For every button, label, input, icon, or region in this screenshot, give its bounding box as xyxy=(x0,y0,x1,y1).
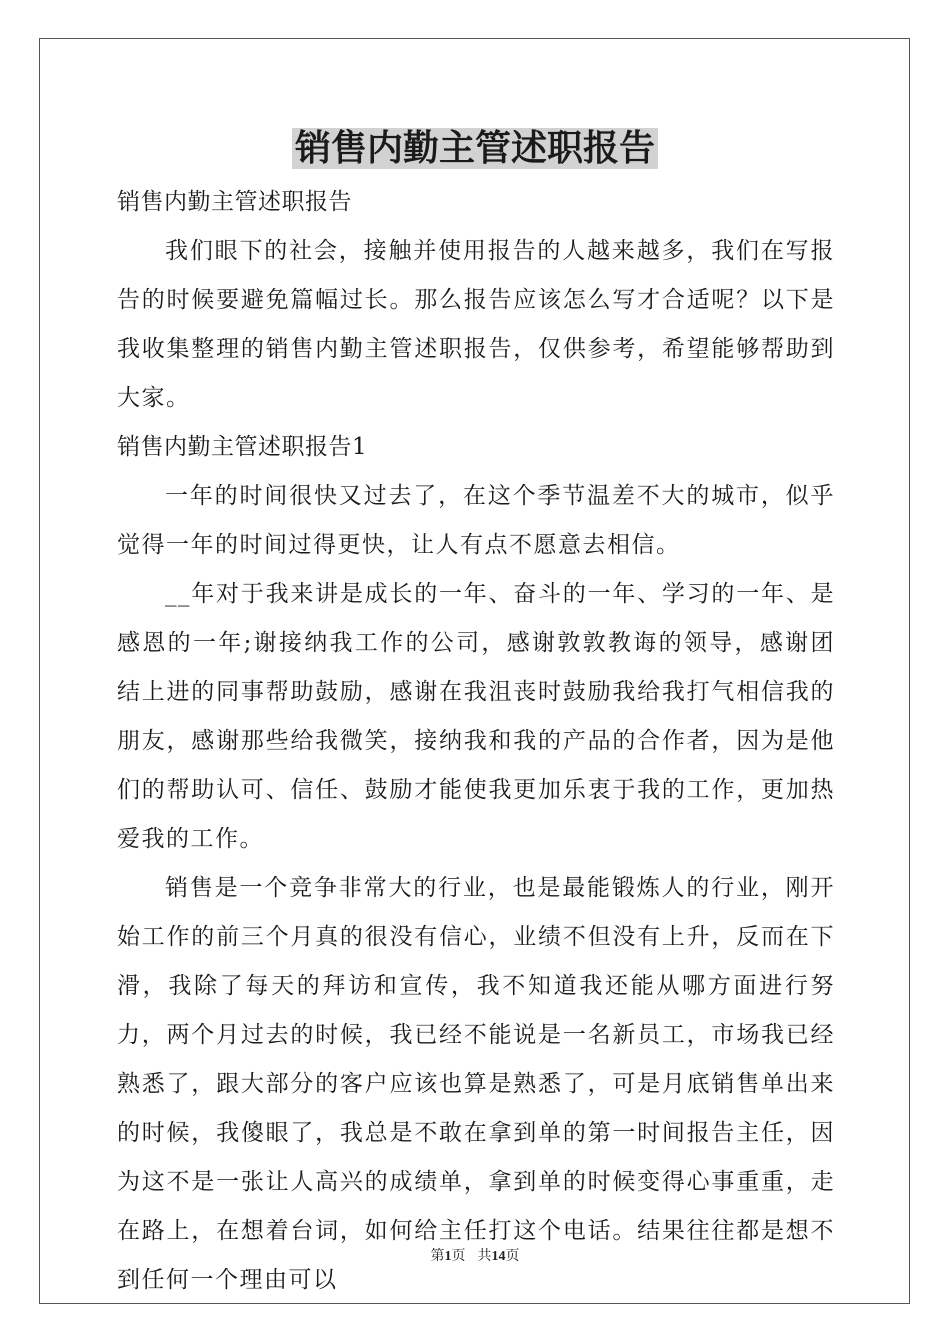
page-footer xyxy=(0,1248,950,1266)
page-suffix: 页 xyxy=(451,1249,466,1264)
document-title xyxy=(0,127,950,171)
page-number: 1 xyxy=(444,1249,452,1264)
paragraph-body: __年对于我来讲是成长的一年、奋斗的一年、学习的一年、是感恩的一年;谢接纳我工作的公司，感谢敦敦教诲的领导，感谢团结上进的同事帮助鼓励，感谢在我沮丧时鼓励我给我打气相信我的朋友，感谢那些给我微笑，接纳我和我的产品的合作者，因为是他们的帮助认可、信任、鼓励才能使我更加乐衷于我的工作，更加热爱我的工作。 xyxy=(117,581,835,852)
total-pages: 14 xyxy=(491,1249,506,1264)
total-suffix: 页 xyxy=(505,1249,520,1264)
total-prefix: 共 xyxy=(477,1249,492,1264)
section-heading: 销售内勤主管述职报告1 xyxy=(117,434,368,460)
document-title-text: 销售内勤主管述职报告 xyxy=(292,128,658,169)
paragraph-subtitle: 销售内勤主管述职报告 xyxy=(117,189,352,215)
document-body xyxy=(117,178,835,1305)
paragraph-body: 一年的时间很快又过去了，在这个季节温差不大的城市，似乎觉得一年的时间过得更快，让人有点不愿意去相信。 xyxy=(117,483,835,558)
page-prefix: 第 xyxy=(430,1249,445,1264)
paragraph-intro: 我们眼下的社会，接触并使用报告的人越来越多，我们在写报告的时候要避免篇幅过长。那么报告应该怎么写才合适呢？以下是我收集整理的销售内勤主管述职报告，仅供参考，希望能够帮助到大家。 xyxy=(117,238,835,411)
paragraph-body: 销售是一个竞争非常大的行业，也是最能锻炼人的行业，刚开始工作的前三个月真的很没有信心，业绩不但没有上升，反而在下滑，我除了每天的拜访和宣传，我不知道我还能从哪方面进行努力，两个月过去的时候，我已经不能说是一名新员工，市场我已经熟悉了，跟大部分的客户应该也算是熟悉了，可是月底销售单出来的时候，我傻眼了，我总是不敢在拿到单的第一时间报告主任，因为这不是一张让人高兴的成绩单，拿到单的时候变得心事重重，走在路上，在想着台词，如何给主任打这个电话。结果往往都是想不到任何一个理由可以 xyxy=(117,875,835,1293)
